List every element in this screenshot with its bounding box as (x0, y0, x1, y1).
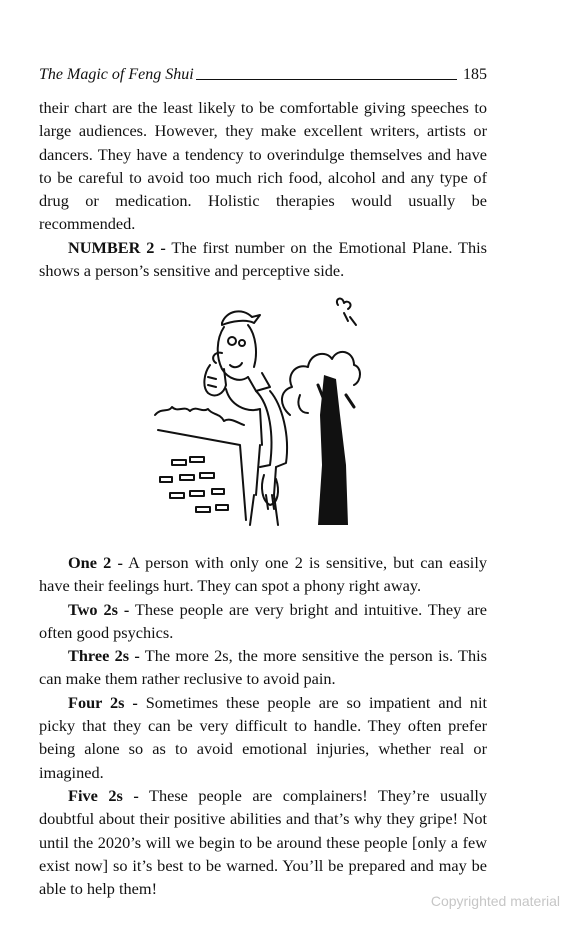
paragraph-text: The more 2s, the more sensitive the person is. This can make them rather reclusive to avoid pain. (39, 646, 487, 689)
paragraph-text: A person with only one 2 is sensitive, but can easily have their feelings hurt. They can spot a phony right away. (39, 553, 487, 596)
paragraph-label: One 2 - (68, 553, 123, 572)
paragraph-label: NUMBER 2 - (68, 237, 166, 257)
paragraph-one-2 (39, 551, 487, 598)
paragraph-continued (39, 96, 487, 236)
paragraph-number-2 (39, 236, 487, 283)
line-drawing (150, 295, 365, 530)
paragraph-text: Sometimes these people are so impatient and nit picky that they can be very difficult to handle. They often prefer being alone so as to avoid emotional injuries, whether real or imagined. (39, 692, 487, 782)
paragraph-two-2s (39, 598, 487, 645)
page-number: 185 (463, 66, 487, 83)
text-block-bottom (39, 551, 487, 900)
paragraph-three-2s (39, 644, 487, 691)
paragraph-five-2s (39, 784, 487, 900)
running-header (39, 60, 487, 84)
paragraph-text: These people are very bright and intuitive. They are often good psychics. (39, 599, 487, 642)
copyright-watermark: Copyrighted material (430, 893, 560, 909)
illustration-man-sniffing (150, 295, 365, 530)
header-rule (196, 79, 457, 80)
paragraph-label: Five 2s - (68, 785, 139, 805)
paragraph-label: Two 2s - (68, 599, 130, 619)
paragraph-four-2s (39, 691, 487, 784)
paragraph-text: their chart are the least likely to be comfortable giving speeches to large audiences. However, they make excellent writers, artists or dancers. They have a tendency to overindulge themselves and have to be careful to avoid too much rich food, alcohol and any type of drug or medication. Holistic therapies would usually be recommended. (39, 98, 487, 234)
paragraph-text: The first number on the Emotional Plane. This shows a person’s sensitive and perceptive side. (39, 237, 487, 281)
paragraph-label: Four 2s - (68, 692, 138, 712)
paragraph-label: Three 2s - (68, 646, 140, 666)
paragraph-text: These people are complainers! They’re usually doubtful about their positive abilities and that’s why they gripe! Not until the 2020’s will we begin to be around these people [only a few exist now] so it’s best to be warned. You’ll be prepared and may be able to help them! (39, 785, 488, 899)
book-title: The Magic of Feng Shui (39, 66, 194, 83)
text-block-top (39, 96, 487, 282)
